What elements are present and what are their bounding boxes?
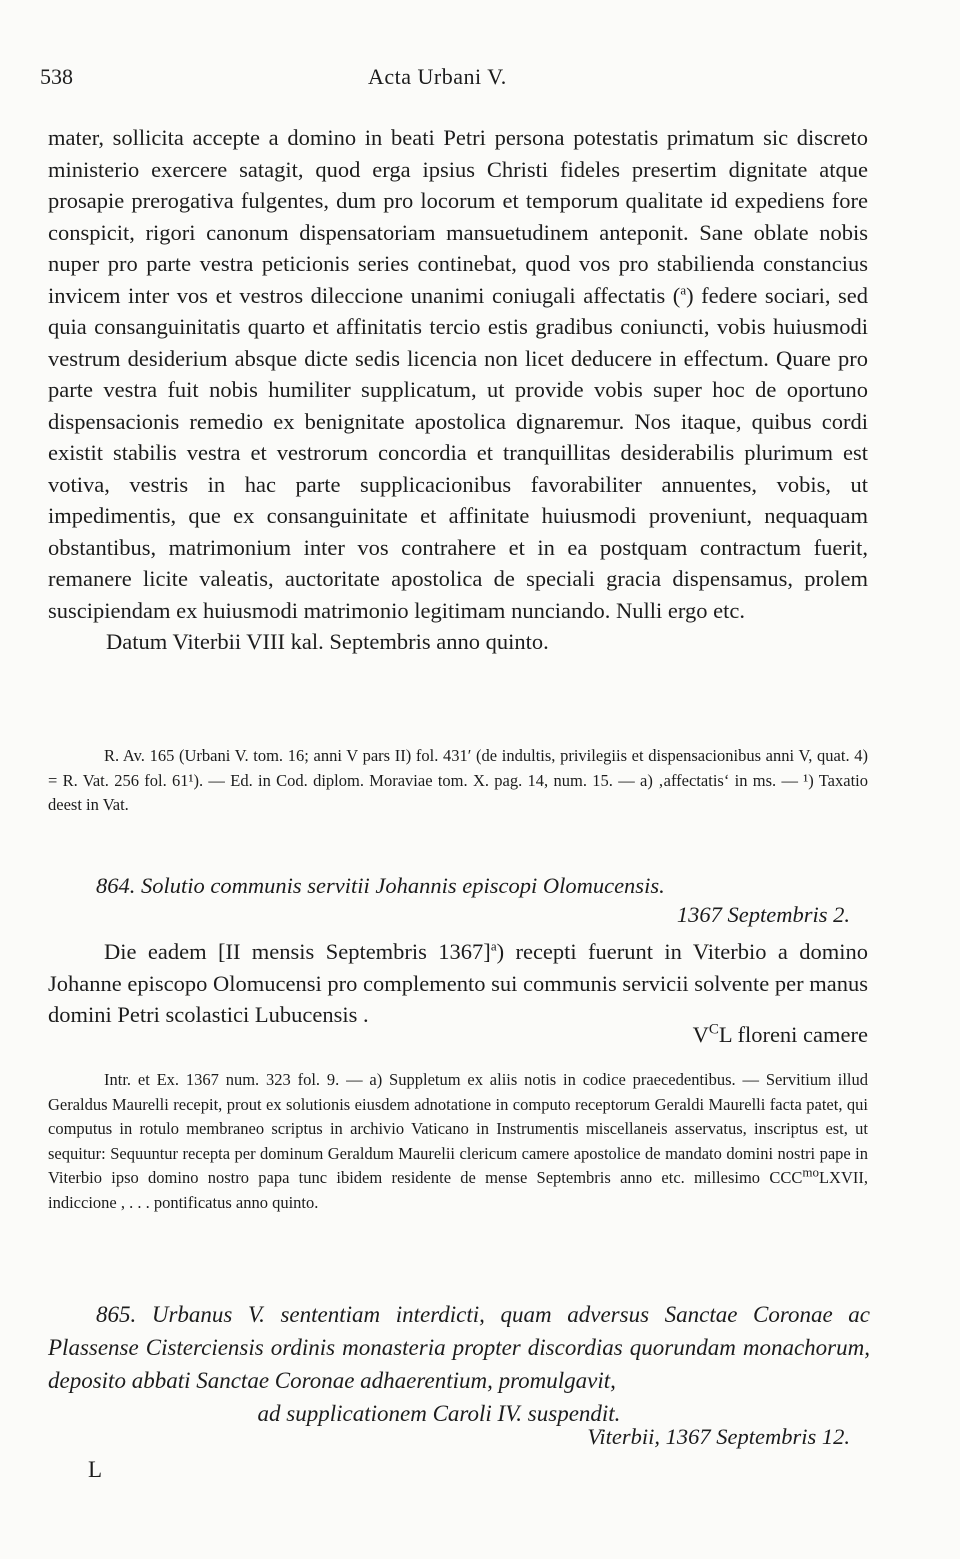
text-part-continued: ) recepti fuerunt in Viterbio a domino Johanne episcopo Olomucensi pro complemento sui communis servicii solvente per manus domini Petri scolastici Lubucensis .: [48, 939, 868, 1027]
document-864-paragraph: [48, 936, 868, 1031]
document-864-heading: [96, 870, 871, 902]
page-number: 538: [40, 64, 73, 89]
document-864-date: 1367 Septembris 2.: [676, 902, 850, 927]
paragraph-text: mater, sollicita accepte a domino in beati Petri persona potestatis primatum sic discreto ministerio exercere satagit, quod erga ipsius Christi fideles presertim dignitate atque prosapie prerogativa fulgentes, dum pro locorum et temporum qualitate id expediens fore conspicit, rigori canonum dispensatoriam mansuetudinem anteponit. Sane oblate nobis nuper pro parte vestra peticionis series continebat, quod vos pro stabilienda constancius invicem inter vos et vestros dileccione unanimi coniugali affectatis (: [48, 125, 868, 308]
amount-suffix: L floreni camere: [718, 1022, 868, 1047]
document-865-date: Viterbii, 1367 Septembris 12.: [587, 1424, 850, 1449]
document-title: Urbanus V. sententiam interdicti, quam adversus Sanctae Coronae ac Plassense Cisterciensis ordinis monasteria propter discordias quorundam monachorum, deposito abbati Sanctae Coronae adhaerentium, promulgavit,: [48, 1302, 871, 1393]
document-title: Solutio communis servitii Johannis episcopi Olomucensis.: [141, 873, 665, 898]
document-863-text: [48, 122, 868, 658]
document-863-paragraph: [48, 122, 868, 626]
footnote-part: Intr. et Ex. 1367 num. 323 fol. 9. — a) Suppletum ex aliis notis in codice praecedentibus. — Servitium illud Geraldus Maurelli recepit, prout ex solutionis eiusdem adnotatione in computo receptorum Geraldi Maurelli facta patet, qui computus in rotulo membraneo scriptus in archivio Vaticano in Instrumentis miscellaneis asservatus, inscriptus est, ut sequitur: Sequuntur recepta per dominum Geraldum Maurelii clericum camere apostolice de mandato domini nostri pape in Viterbio ipso domino nostro papa tunc ibidem residente de mense Septembris anno etc. millesimo CCC: [48, 1070, 868, 1187]
page-header: [40, 64, 920, 100]
datum-line: Datum Viterbii VIII kal. Septembris anno quinto.: [106, 629, 549, 654]
footnote-text: [48, 1068, 868, 1215]
document-number: 864.: [96, 873, 136, 898]
document-title-last-line: ad supplicationem Caroli IV. suspendit.: [257, 1401, 621, 1426]
document-864-notes: [48, 1068, 868, 1215]
text-initial: L: [88, 1457, 103, 1482]
footnote-text: R. Av. 165 (Urbani V. tom. 16; anni V pars II) fol. 431′ (de indultis, privilegiis et dispensacionibus anni V, quat. 4) = R. Vat. 256 fol. 61¹). — Ed. in Cod. diplom. Moraviae tom. X. pag. 14, num. 15. — a) ‚affectatis‘ in ms. — ¹) Taxatio deest in Vat.: [48, 746, 868, 814]
note-mark-a: a: [680, 282, 687, 297]
note-mark-a: a: [490, 938, 497, 954]
footnote-superscript: mo: [802, 1164, 819, 1180]
paragraph-text-continued: ) federe sociari, sed quia consanguinitatis quarto et affinitatis tercio estis gradibus coniuncti, vobis huiusmodi vestrum desiderium absque dicte sedis licencia non licet deducere in effectum. Quare pro parte vestra fuit nobis humiliter supplicatum, ut provide vobis super hoc de oportuno dispensacionis remedio ex benignitate apostolica dignaremur. Nos itaque, quibus cordi existit stabilis vestra et vestrorum concordia et tranquillitas desiderabilis plurimum est votiva, vestris in hac parte supplicacionibus favorabiliter annuentes, vobis, ut impedimentis, que ex consanguinitate et affinitate huiusmodi proveniunt, nequaquam obstantibus, matrimonium inter vos contrahere et in ea postquam contractum fuerit, remanere licite valeatis, auctoritate apostolica de speciali gracia dispensamus, prolem suscipiendam ex huiusmodi matrimonio legitimam nunciando. Nulli ergo etc.: [48, 282, 869, 623]
amount-line: [693, 1022, 868, 1048]
running-title: Acta Urbani V.: [368, 64, 507, 89]
text-part: Die eadem [II mensis Septembris 1367]: [104, 939, 491, 964]
document-864-text: [48, 936, 868, 1031]
footnote-part-continued: LXVII, indiccione , . . . pontificatus anno quinto.: [48, 1168, 868, 1212]
document-number: 865.: [96, 1302, 137, 1327]
document-863-notes: [48, 744, 868, 818]
amount-superscript: C: [708, 1021, 719, 1038]
amount-prefix: V: [692, 1022, 709, 1047]
document-865-heading: [48, 1298, 870, 1430]
